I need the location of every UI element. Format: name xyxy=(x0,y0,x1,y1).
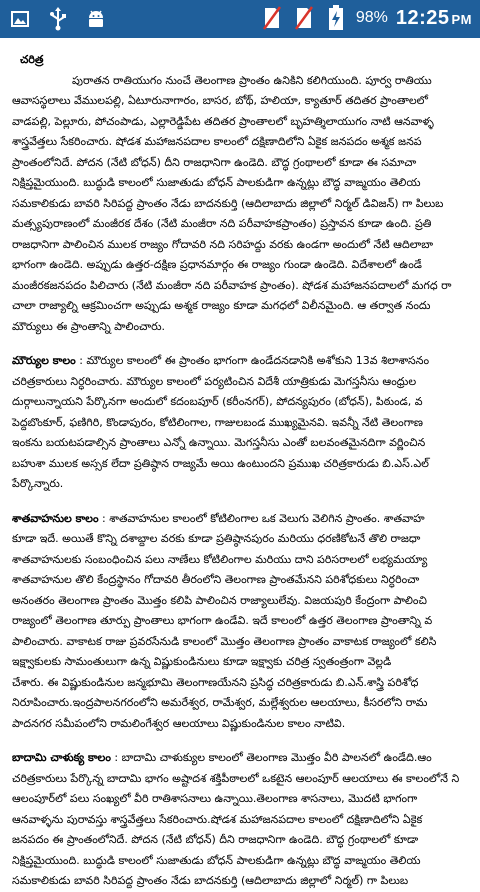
text-line: చరిత్రకారులు పేర్కొన్న బాదామి భాగం అష్టాదశ శక్తిపీఠాలలో ఒకటైన ఆలంపూర్ ఆలయాలు ఈ కాలంలోనే ని xyxy=(12,771,460,785)
system-status xyxy=(260,5,472,31)
text-line: శాతవాహనులకు సంబంధించిన పలు నాణేలు కోటిలింగాల మరియు దాని పరిసరాలలో లభ్యమయ్యా xyxy=(12,552,428,566)
text-line: పురాతన రాతియుగం నుంచే తెలంగాణ ప్రాంతం ఉనికిని కలిగియుంది. పూర్వ రాతియు xyxy=(72,73,432,87)
text-line: పెద్దబొంకూర్, ఫణిగిరి, కొండాపురం, కోటిలింగాల, గాజులబండ ముఖ్యమైనవి. ఇవన్నీ నేటి తెలంగాణ xyxy=(12,415,423,429)
badami-paragraph xyxy=(12,748,480,892)
satavahana-paragraph xyxy=(12,509,480,735)
text-line: కూడా ఇదే. అయితే కొన్ని దశాబ్దాల వరకు కూడా ప్రతిష్ఠానపురం మరియు ధరణికోటనే తొలి రాజధా xyxy=(12,532,421,545)
history-paragraph xyxy=(12,71,480,338)
text-line: సమకాలికుడు బావరి సిరిపద్ద ప్రాంతం నేడు బాదనకుర్తి (ఆదిలాబాదు జిల్లాలో నిర్మల్ డివిజన్) గా పిలుబ xyxy=(12,196,444,210)
image-icon xyxy=(8,6,32,32)
text-line: నిక్షిప్తమైయుంది. బుద్ధుడి కాలంలో సుజాతుడు బోధన్ పాలకుడిగా ఉన్నట్లు బౌద్ధ వాఙ్మయం తెలియ xyxy=(12,176,421,189)
notification-icons xyxy=(8,6,108,32)
text-line: దుర్గాలున్నాయని పేర్కొనగా అందులో కదంబపూర్ (కరీంనగర్), పోదన్యపురం (బోధన్), పిఠుండ, వ xyxy=(12,395,423,408)
text-line: ఇక్ష్వాకులకు సామంతులుగా ఉన్న విష్ణుకుండినులు కూడా ఇక్ష్వాకు చరిత్ర స్వతంత్రంగా వెల్లడి xyxy=(12,655,392,668)
mauryas-paragraph xyxy=(12,351,480,495)
text-line: భాగంగా ఉండెది. అప్పుడు ఉత్తర-దక్షిణ ప్రధానమార్గం ఈ రాజ్యం గుండా ఉండెది. విదేశాలలో ఉండే xyxy=(12,258,422,271)
section-heading: మౌర్యుల కాలం xyxy=(12,354,76,367)
text-line: మౌర్యులు ఈ ప్రాంతాన్ని పాలించారు. xyxy=(12,319,165,333)
text-line: బాదామి చాళుక్య కాలం : బాదామి చాళుక్యుల కాలంలో తెలంగాణ మొత్తం వీరి పాలనలో ఉండేది.ఆం xyxy=(12,751,432,764)
text-line: ప్రాంతంలోనిదే. పోదన (నేటి బోధన్) దీని రాజధానిగా ఉండెది. బౌద్ధ గ్రంథాలలో కూడా ఈ సమాచా xyxy=(12,155,417,169)
text-line: చాలా రాజ్యాల్ని ఆక్రమించగా అప్పుడు అశ్మక రాజ్యం కూడా మగధలో విలీనమైంది. ఆ తర్వాత నందు xyxy=(12,299,431,312)
text-line: శాతవాహనుల కాలం : శాతవాహనుల కాలంలో కోటిలింగాల ఒక వెలుగు వెలిగిన ప్రాంతం. శాతవాహ xyxy=(12,511,425,525)
text-line: ఆనవాళ్ళను పురావస్తు శాస్త్రవేత్తలు సేకరించారు.షోడశ మహాజనపదాల కాలంలో దక్షిణాదిలోని ఏకైక xyxy=(12,812,423,826)
text-line: జనపదం ఈ ప్రాంతంలోనిదే. పోదన (నేటి బోధన్) దీని రాజధానిగా ఉండెది. బౌద్ధ గ్రంథాలలో కూడా xyxy=(12,833,419,846)
text-line: నిరూపించారు.ఇంద్రపాలనగరంలోని అమరేశ్వర, రామేశ్వర, మల్లేశ్వరుల ఆలయాలు, కీసరలోని రామ xyxy=(12,696,428,709)
no-sim-icon xyxy=(292,5,316,31)
text-line: పేర్కొన్నారు. xyxy=(12,477,64,490)
battery-percentage: 98% xyxy=(355,9,388,26)
document-body xyxy=(0,38,480,887)
text-line: చేశారు. ఈ విష్ణుకుండినుల జన్మభూమి తెలంగాణయేనని ప్రసిద్ధ చరిత్రకారుడు బి.ఎన్.శాస్త్రి పరిశోధ xyxy=(12,675,419,689)
section-heading: బాదామి చాళుక్య కాలం xyxy=(12,751,111,764)
status-bar xyxy=(0,0,480,38)
text-line: పాదనగర సమీపంలోని రామలింగేశ్వర ఆలయాలు విష్ణుకుండినుల కాలం నాటివి. xyxy=(12,716,346,730)
android-icon xyxy=(84,6,108,32)
text-line: రాజ్యంలో తెలంగాణ తూర్పు ప్రాంతాలు భాగంగా ఉండేవి. ఇదే కాలంలో ఉత్తర తెలంగాణ ప్రాంతాన్ని వ xyxy=(12,614,433,627)
text-line: ఆవాసస్థలాలు వేములపల్లి, ఏటూరునాగారం, బాసర, బోథ్, హలియా, క్యాతూర్ తదితర ప్రాంతాలలో xyxy=(12,94,428,107)
battery-charging-icon xyxy=(324,5,348,31)
text-line: పాలించారు. వాకాటక రాజు ప్రవరసేనుడి కాలంలో మొత్తం తెలంగాణ ప్రాంతం వాకాటక రాజ్యంలో కలిసి xyxy=(12,634,437,648)
text-line: అనంతరం తెలంగాణ ప్రాంతం మొత్తం కలిపి పాలించిన రాజ్యాలులేవు. విజయపురి కేంద్రంగా పాలించి xyxy=(12,593,427,607)
text-line: మౌర్యుల కాలం : మౌర్యుల కాలంలో ఈ ప్రాంతం భాగంగా ఉండేదనడానికి అశోకుని 13వ శిలాశాసనం xyxy=(12,354,430,367)
text-line: వాడపల్లి, పెల్లూరు, పోచంపాడు, ఎల్లారెడ్డిపేట తదితర ప్రాంతాలలో బృహత్శిలాయుగం నాటి ఆనవాళ్ళ xyxy=(12,114,434,128)
usb-icon xyxy=(46,6,70,32)
text-line: రాజధానిగా పాలించిన ములక రాజ్యం గోదావరి నది సరిహద్దు వరకు ఉండగా అందులో నేటి ఆదిలాబా xyxy=(12,237,434,251)
text-line: చరిత్రకారులు నిర్ధరించారు. మౌర్యుల కాలంలో పర్యటించిన విదేశీ యాత్రికుడు మెగస్తనీసు ఆంధ్రుల xyxy=(12,374,417,388)
no-sim-icon xyxy=(260,5,284,31)
text-line: మత్స్యపురాణంలో మంజీరక దేశం (నేటి మంజీరా నది పరీవాహకప్రాంతం) ప్రస్తావన కూడా ఉంది. ప్రతి xyxy=(12,217,432,230)
text-line: బహుశా ములక అస్సక లేదా ప్రతిష్ఠాన రాజ్యమే అయి ఉంటుందని ప్రముఖ చరిత్రకారుడు బి.ఎస్.ఎల్ xyxy=(12,456,429,470)
text-line: శాతవాహనుల తొలి కేంద్రస్థానం గోదావరి తీరంలోని తెలంగాణ ప్రాంతమేనని పరిశోధకులు నిర్ధరించా xyxy=(12,573,420,586)
text-line: మంజీరకజనపదం పిలిచారు (నేటి మంజీరా నది పరీవాహక ప్రాంతం). షోడశ మహాజనపదాలలో మగధ రా xyxy=(12,278,452,292)
text-line: ఆలంపూర్‌లో పలు సంఖ్యలో వీరి రాతిశాసనాలు ఉన్నాయి.తెలంగాణ శాసనాలు, మొదటి భాగంగా xyxy=(12,792,418,805)
text-line: శాస్త్రవేత్తలు సేకరించారు. షోడశ మహాజనపదాల కాలంలో దక్షిణాదిలోని ఏకైక జనపదం అశ్మక జనప xyxy=(12,135,422,148)
text-line: నిక్షిప్తమైయుంది. బుద్ధుడి కాలంలో సుజాతుడు బోధన్ పాలకుడిగా ఉన్నట్లు బౌద్ధ వాఙ్మయం తెలియ xyxy=(12,853,421,867)
clock: 12:25 PM xyxy=(395,6,472,29)
section-heading: శాతవాహనుల కాలం xyxy=(12,511,99,525)
text-line: సమకాలికుడు బావరి సిరిపద్ద ప్రాంతం నేడు బాదనకుర్తి (ఆదిలాబాదు జిల్లాలో నిర్మల్) గా పిలుబ xyxy=(12,874,409,887)
text-line: ఇంకను బయటపడాల్సిన ప్రాంతాలు ఎన్నో ఉన్నాయి. మెగస్తనీసు ఎంతో బలవంతమైనదిగా వర్ణించిన xyxy=(12,436,426,449)
page-title: చరిత్ర xyxy=(20,53,44,66)
